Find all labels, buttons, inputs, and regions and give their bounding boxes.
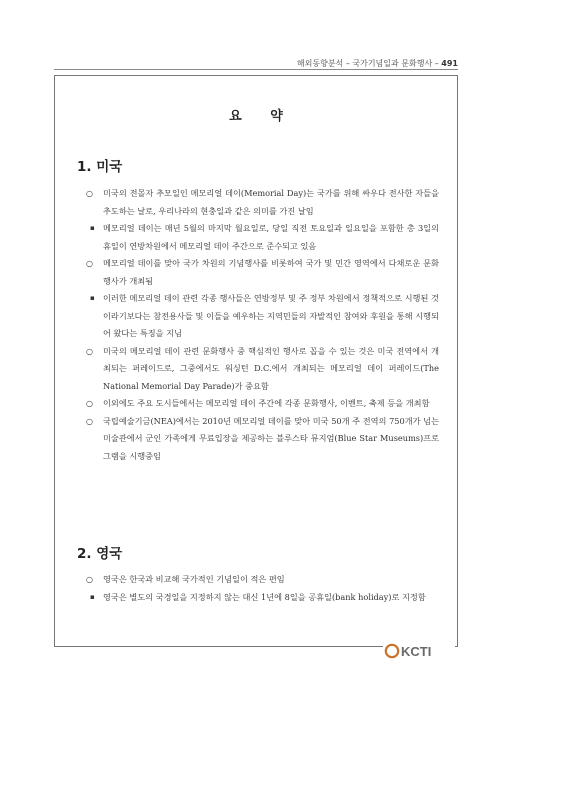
list-item (81, 413, 439, 466)
list-item (81, 220, 439, 255)
section-heading-uk: 2. 영국 (77, 546, 123, 562)
circle-bullet-icon: ○ (86, 259, 93, 268)
circle-bullet-icon: ○ (86, 575, 93, 584)
list-item (81, 255, 439, 290)
section-uk-items (81, 571, 439, 606)
circle-bullet-icon: ○ (86, 346, 93, 356)
square-bullet-icon: ▪ (90, 592, 95, 601)
item-text: 미국의 메모리얼 데이 관련 문화행사 중 핵심적인 행사로 꼽을 수 있는 것은 미국 전역에서 개최되는 퍼레이드로, 그중에서도 워싱턴 D.C.에서 개최되는 메모리얼 데이 퍼레이드(The National Memorial Day Parade)가 중요함 (103, 345, 439, 391)
page-number: 491 (441, 59, 458, 68)
running-title: 해외동향분석 – 국가기념일과 문화행사 – (296, 59, 442, 68)
circle-bullet-icon: ○ (86, 416, 93, 426)
item-text: 미국의 전몰자 추모일인 메모리얼 데이(Memorial Day)는 국가를 위해 싸우다 전사한 자들을 추도하는 날로, 우리나라의 현충일과 같은 의미를 가진 날임 (103, 188, 439, 216)
square-bullet-icon: ▪ (90, 294, 95, 302)
item-text: 이러한 메모리얼 데이 관련 각종 행사들은 연방정부 및 주 정부 차원에서 정책적으로 시행된 것이라기보다는 참전용사들 및 이들을 예우하는 지역민들의 자발적인 참여와 후원을 통해 시행되어 왔다는 특징을 지님 (103, 293, 439, 338)
header-rule (54, 69, 458, 70)
running-header (297, 58, 458, 69)
list-item (81, 343, 439, 396)
list-item (81, 395, 439, 413)
list-item (81, 589, 439, 607)
list-item (81, 185, 439, 220)
item-text: 메모리얼 데이를 맞아 국가 차원의 기념행사를 비롯하여 국가 및 민간 영역에서 다채로운 문화행사가 개최됨 (103, 258, 439, 286)
list-item (81, 290, 439, 343)
item-text: 국립예술기금(NEA)에서는 2010년 메모리얼 데이를 맞아 미국 50개 주 전역의 750개가 넘는 미술관에서 군인 가족에게 무료입장을 제공하는 블루스타 뮤지엄(Blue Star Museums)프로그램을 시행중임 (103, 415, 439, 461)
logo-text: KCTI (401, 644, 432, 659)
square-bullet-icon: ▪ (90, 224, 95, 232)
summary-box (54, 75, 458, 647)
summary-title: 요 약 (229, 109, 295, 124)
item-text: 이외에도 주요 도시들에서는 메모리얼 데이 주간에 각종 문화행사, 이벤트, 축제 등을 개최함 (103, 398, 430, 408)
list-item (81, 571, 439, 589)
item-text: 메모리얼 데이는 매년 5월의 마지막 월요일로, 당일 직전 토요일과 일요일을 포함한 총 3일의 휴일이 연방차원에서 메모리얼 데이 주간으로 준수되고 있음 (103, 223, 439, 251)
section-heading-usa: 1. 미국 (77, 159, 123, 175)
circle-bullet-icon: ○ (86, 399, 93, 408)
kcti-logo (383, 642, 455, 660)
item-text: 영국은 한국과 비교해 국가적인 기념일이 적은 편임 (103, 574, 285, 584)
section-usa-items (81, 185, 439, 465)
item-text: 영국은 별도의 국경일을 지정하지 않는 대신 1년에 8일을 공휴일(bank holiday)로 지정함 (103, 591, 426, 602)
circle-bullet-icon: ○ (86, 189, 93, 198)
